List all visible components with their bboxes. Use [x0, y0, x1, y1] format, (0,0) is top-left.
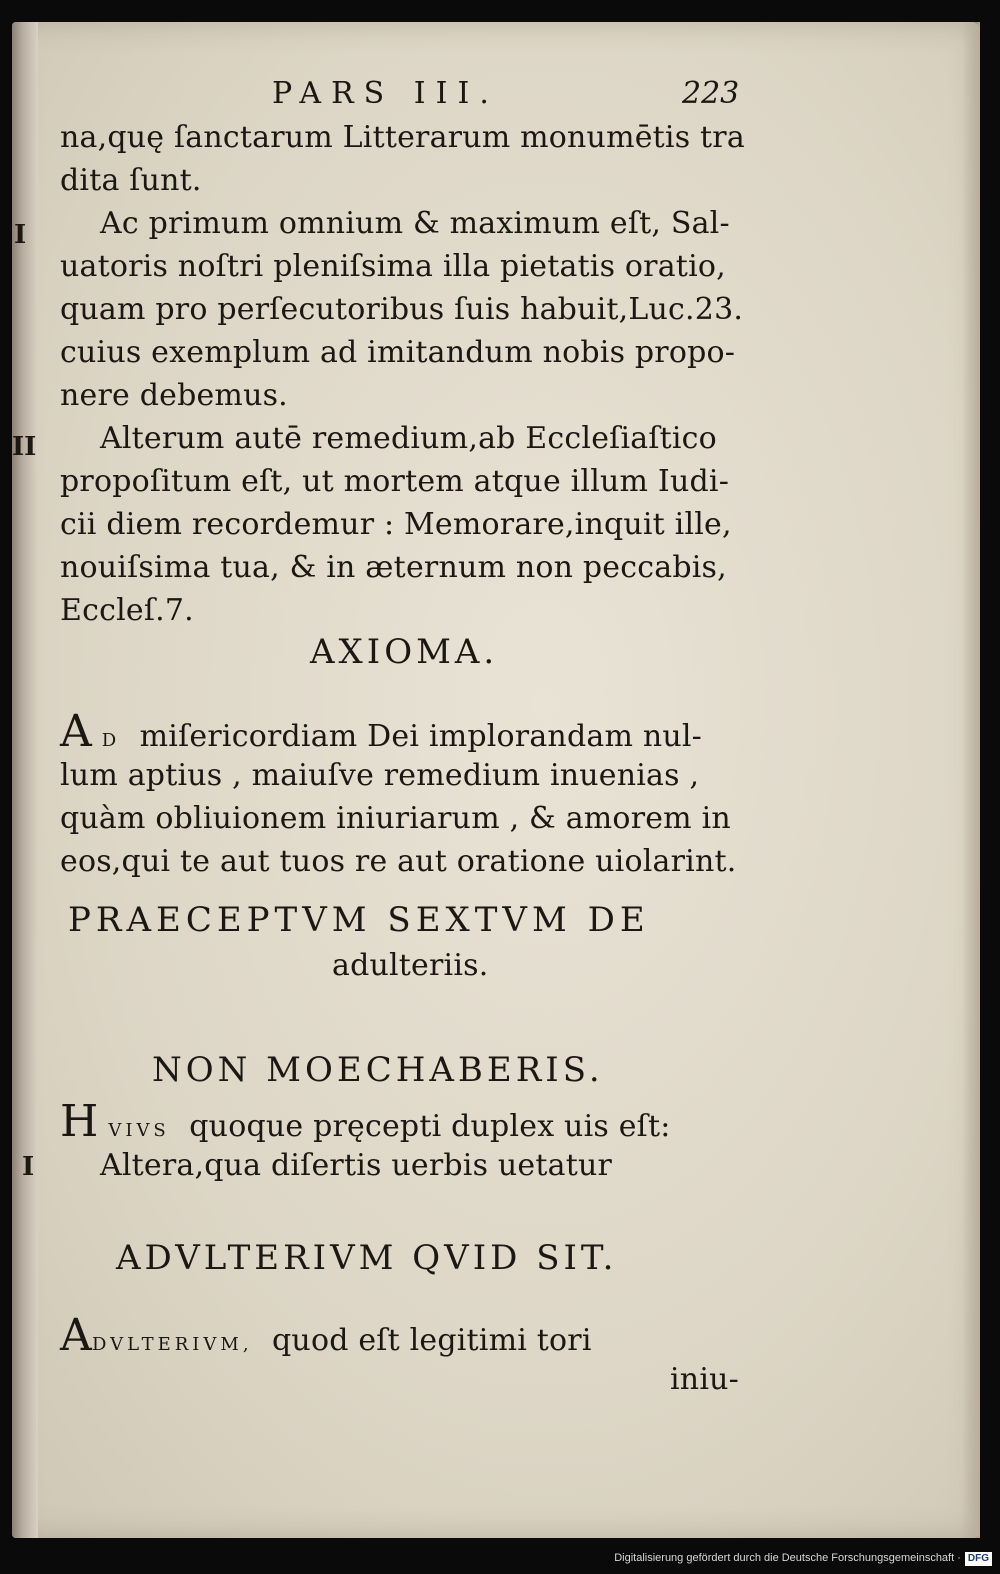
- credit-text: Digitalisierung gefördert durch die Deutsche Forschungsgemeinschaft ·: [614, 1552, 961, 1564]
- margin-numeral: I: [14, 220, 27, 250]
- body-line: eos,qui te aut tuos re aut oratione uiolarint.: [60, 844, 737, 879]
- small-cap: D: [101, 730, 121, 751]
- body-line: cuius exemplum ad imitandum nobis propo-: [60, 335, 736, 370]
- body-line: [60, 1096, 671, 1151]
- body-line: quam pro perſecutoribus ſuis habuit,Luc.23.: [60, 292, 744, 327]
- section-heading: ADVLTERIVM QVID SIT.: [116, 1238, 618, 1278]
- body-line: cii diem recordemur : Memorare,inquit ille,: [60, 507, 732, 542]
- drop-cap: A: [60, 1310, 92, 1361]
- book-page: [12, 22, 980, 1538]
- section-subheading: adulteriis.: [332, 948, 489, 983]
- body-line: quàm obliuionem iniuriarum , & amorem in: [60, 801, 731, 836]
- small-cap: DVLTERIVM,: [91, 1334, 253, 1355]
- line-text: miſericordiam Dei implorandam nul-: [139, 719, 702, 754]
- body-line: propoſitum eſt, ut mortem atque illum Iudi-: [60, 464, 730, 499]
- body-line: nouiſsima tua, & in æternum non peccabis,: [60, 550, 727, 585]
- section-heading: PRAECEPTVM SEXTVM DE: [68, 900, 650, 940]
- small-cap: VIVS: [108, 1120, 170, 1141]
- dfg-logo: DFG: [965, 1552, 992, 1566]
- section-heading: AXIOMA.: [310, 632, 499, 672]
- drop-cap: A: [60, 706, 92, 757]
- body-line: lum aptius , maiuſve remedium inuenias ,: [60, 758, 700, 793]
- body-line: [60, 1310, 592, 1365]
- body-line: dita ſunt.: [60, 163, 202, 198]
- body-line: Alterum autē remedium,ab Eccleſiaſtico: [100, 421, 717, 456]
- margin-numeral: I: [22, 1152, 35, 1182]
- body-line: Eccleſ.7.: [60, 593, 194, 628]
- drop-cap: H: [60, 1096, 99, 1147]
- running-head-title: PARS III.: [272, 76, 499, 111]
- commandment-heading: NON MOECHABERIS.: [152, 1050, 604, 1090]
- page-edge-shadow: [962, 22, 980, 1538]
- body-line: nere debemus.: [60, 378, 288, 413]
- margin-numeral: II: [12, 432, 37, 462]
- page-number: 223: [682, 76, 740, 111]
- line-text: quoque pręcepti duplex uis eſt:: [189, 1109, 671, 1144]
- body-line: Ac primum omnium & maximum eſt, Sal-: [100, 206, 730, 241]
- body-line: na,quę ſanctarum Litterarum monumētis tra: [60, 120, 745, 155]
- line-text: quod eſt legitimi tori: [272, 1323, 592, 1358]
- catchword: iniu-: [670, 1362, 739, 1397]
- body-line: [60, 706, 702, 761]
- body-line: uatoris noſtri pleniſsima illa pietatis oratio,: [60, 249, 726, 284]
- digitization-credit: [614, 1552, 992, 1568]
- body-line: Altera,qua diſertis uerbis uetatur: [100, 1148, 613, 1183]
